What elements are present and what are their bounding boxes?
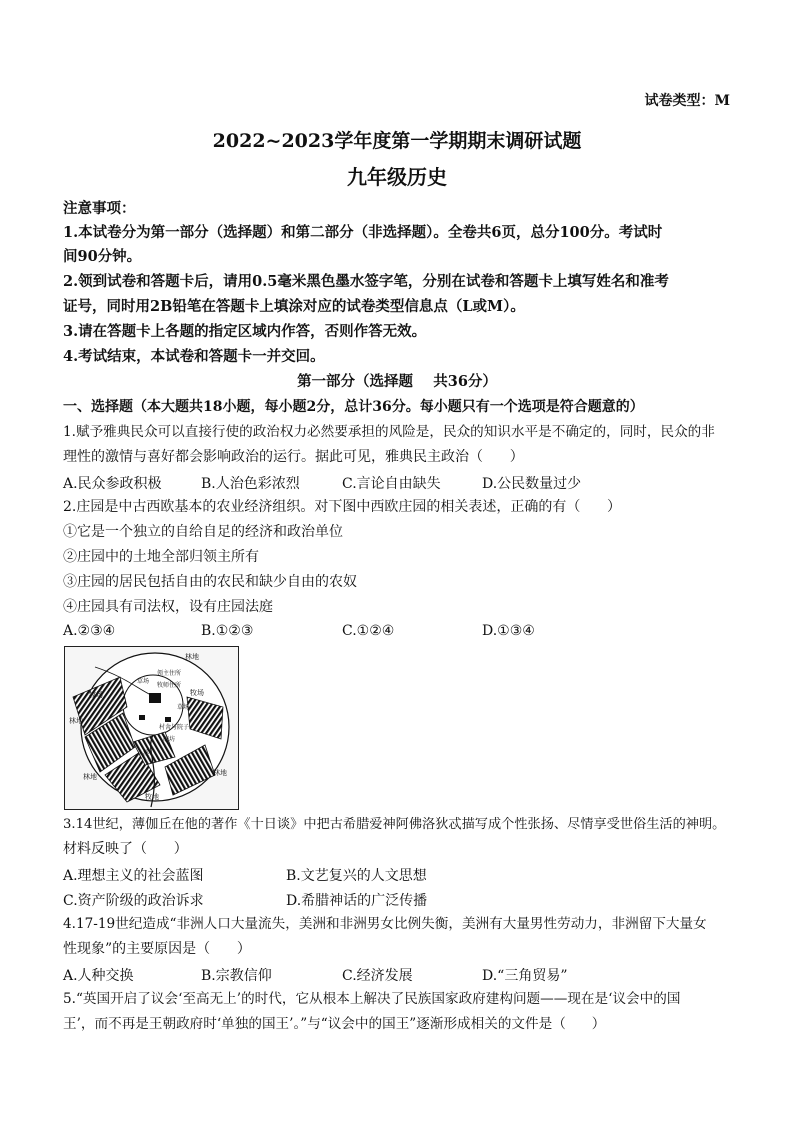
exam-title: 2022~2023学年度第一学期期末调研试题 [212, 130, 582, 152]
notice-item-1-line-2: 间90分钟。 [63, 248, 142, 265]
notice-item-2-line-1: 2.领到试卷和答题卡后，请用0.5毫米黑色墨水签字笔，分别在试卷和答题卡上填写姓名和准考 [63, 273, 669, 290]
notice-item-4: 4.考试结束，本试卷和答题卡一并交回。 [63, 348, 325, 365]
q2-statement-4: ④庄园具有司法权，设有庄园法庭 [63, 599, 273, 615]
q4-line-2: 性现象”的主要原因是（ ） [63, 941, 251, 957]
notice-item-1-line-1: 1.本试卷分为第一部分（选择题）和第二部分（非选择题）。全卷共6页，总分100分。考试时 [63, 224, 663, 241]
q3-line-1: 3.14世纪，薄伽丘在他的著作《十日谈》中把古希腊爱神阿佛洛狄忒描写成个性张扬、尽情享受世俗生活的神明。 [63, 817, 726, 832]
q1-option-b: B.人治色彩浓烈 [201, 476, 300, 492]
map-label: 磨坊 [163, 736, 176, 743]
q4-option-b: B.宗教信仰 [201, 968, 272, 984]
q3-option-c: C.资产阶级的政治诉求 [63, 893, 204, 909]
q2-option-c: C.①②④ [342, 623, 395, 639]
paper-type: 试卷类型：M [644, 93, 730, 109]
q5-line-2: 王’，而不再是王朝政府时‘单独的国王’。”与“议会中的国王”逐渐形成相关的文件是（ ） [63, 1016, 606, 1032]
q3-option-d: D.希腊神话的广泛传播 [286, 893, 428, 909]
map-label: 林地 [185, 653, 199, 661]
manor-map-illustration [65, 647, 238, 809]
q2-option-a: A.②③④ [63, 623, 116, 639]
map-label: 牧地 [145, 793, 159, 801]
q1-option-a: A.民众参政积极 [63, 476, 162, 492]
map-label: 林地 [83, 773, 97, 781]
q3-option-b: B.文艺复兴的人文思想 [286, 868, 427, 884]
section-heading: 一、选择题（本大题共18小题，每小题2分，总计36分。每小题只有一个选项是符合题意的） [63, 399, 644, 415]
exam-subtitle: 九年级历史 [347, 165, 447, 189]
q2-option-d: D.①③④ [482, 623, 535, 639]
q5-line-1: 5.“英国开启了议会‘至高无上’的时代，它从根本上解决了民族国家政府建构问题——现在是‘议会中的国 [63, 991, 681, 1007]
map-label: 牧师住所 [157, 682, 182, 689]
notice-heading: 注意事项： [63, 200, 136, 217]
q2-statement-1: ①它是一个独立的自给自足的经济和政治单位 [63, 524, 343, 540]
q1-option-c: C.言论自由缺失 [342, 476, 441, 492]
q4-option-d: D.“三角贸易” [482, 968, 568, 984]
notice-item-3: 3.请在答题卡上各题的指定区域内作答，否则作答无效。 [63, 323, 427, 340]
q3-line-2: 材料反映了（ ） [63, 841, 188, 857]
q4-option-c: C.经济发展 [342, 968, 413, 984]
q2-option-b: B.①②③ [201, 623, 254, 639]
map-label: 牧场 [190, 689, 204, 697]
map-label: 领主住所 [157, 670, 182, 677]
manor-map-figure [64, 646, 239, 810]
notice-item-2-line-2: 证号，同时用2B铅笔在答题卡上填涂对应的试卷类型信息点（L或M）。 [63, 298, 525, 315]
map-label: 林地 [69, 717, 83, 725]
map-label: 草场 [137, 678, 150, 685]
q2-line-1: 2.庄园是中古西欧基本的农业经济组织。对下图中西欧庄园的相关表述，正确的有（ ） [63, 499, 622, 515]
q2-statement-2: ②庄园中的土地全部归领主所有 [63, 549, 259, 565]
q1-line-2: 理性的激情与喜好都会影响政治的运行。据此可见，雅典民主政治（ ） [63, 449, 524, 465]
map-label: 草场 [177, 704, 190, 711]
q4-option-a: A.人种交换 [63, 968, 134, 984]
part-1-title: 第一部分（选择题 共36分） [297, 373, 497, 390]
map-label: 村舍与院子 [159, 724, 190, 731]
map-label: 牧场 [89, 691, 103, 699]
q1-option-d: D.公民数量过少 [482, 476, 582, 492]
map-label: 小溪 [137, 750, 150, 757]
q3-option-a: A.理想主义的社会蓝图 [63, 868, 204, 884]
q2-statement-3: ③庄园的居民包括自由的农民和缺少自由的农奴 [63, 574, 357, 590]
map-label: 林地 [213, 769, 227, 777]
q4-line-1: 4.17-19世纪造成“非洲人口大量流失，美洲和非洲男女比例失衡，美洲有大量男性劳动力，非洲留下大量女 [63, 916, 707, 932]
q1-line-1: 1.赋予雅典民众可以直接行使的政治权力必然要承担的风险是，民众的知识水平是不确定的，同时，民众的非 [63, 424, 715, 440]
